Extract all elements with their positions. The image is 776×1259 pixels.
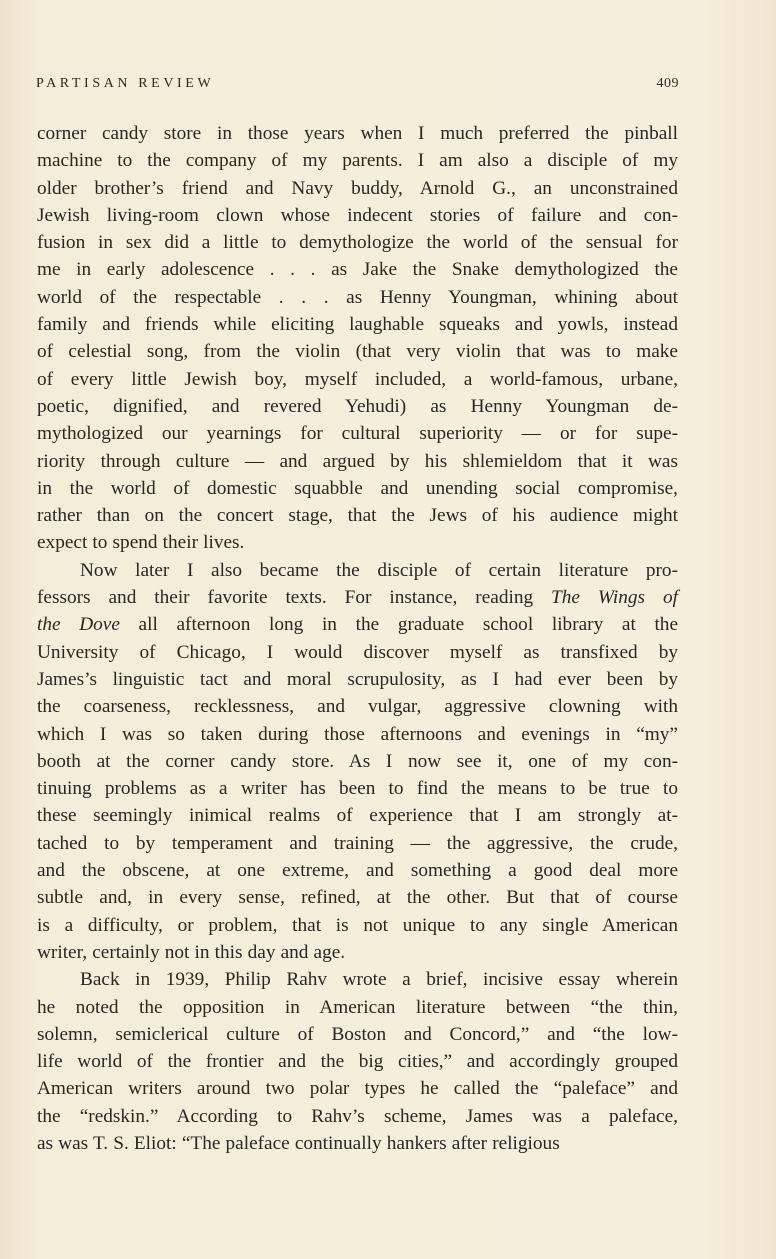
text-line: poetic, dignified, and revered Yehudi) as Henny Youngman de-: [37, 395, 678, 417]
text-line: world of the respectable . . . as Henny Youngman, whining about: [37, 286, 678, 308]
paragraph-2: [37, 557, 678, 966]
text-line: corner candy store in those years when I much preferred the pinball: [37, 123, 678, 144]
text-line: booth at the corner candy store. As I now see it, one of my con-: [37, 750, 678, 772]
text-line: riority through culture — and argued by his shlemieldom that it was: [37, 450, 678, 472]
page-number: 409: [656, 76, 679, 91]
text-line: the coarseness, recklessness, and vulgar, aggressive clowning with: [37, 696, 678, 718]
text-line: in the world of domestic squabble and unending social compromise,: [37, 477, 678, 499]
text-line: tached to by temperament and training — the aggressive, the crude,: [37, 832, 678, 854]
text-line: tinuing problems as a writer has been to find the means to be true to: [37, 778, 678, 800]
text-line: older brother’s friend and Navy buddy, Arnold G., an unconstrained: [37, 177, 678, 199]
text-line: solemn, semiclerical culture of Boston and Concord,” and “the low-: [37, 1023, 678, 1045]
text-line: these seemingly inimical realms of experience that I am strongly at-: [37, 805, 678, 827]
text-line: Back in 1939, Philip Rahv wrote a brief, incisive essay wherein: [80, 969, 678, 991]
running-head: [36, 76, 679, 92]
italic-title: The Wings of: [551, 587, 678, 609]
text-line: Now later I also became the disciple of certain literature pro-: [80, 559, 678, 581]
text-line: writer, certainly not in this day and age.: [37, 941, 346, 963]
text-line: American writers around two polar types he called the “paleface” and: [37, 1078, 678, 1100]
text-line: fessors and their favorite texts. For instance, reading The Wings of: [37, 587, 678, 609]
text-line: University of Chicago, I would discover myself as transfixed by: [37, 641, 678, 663]
text-line: of celestial song, from the violin (that very violin that was to make: [37, 341, 678, 363]
text-line: as was T. S. Eliot: “The paleface continually hankers after religious: [37, 1132, 560, 1154]
text-line: Jewish living-room clown whose indecent stories of failure and con-: [37, 204, 678, 226]
body-text: [37, 120, 678, 1157]
text-line: the Dove all afternoon long in the graduate school library at the: [37, 614, 679, 636]
text-line: which I was so taken during those afternoons and evenings in “my”: [37, 723, 678, 745]
text-line: he noted the opposition in American literature between “the thin,: [37, 996, 678, 1018]
text-line: family and friends while eliciting laughable squeaks and yowls, instead: [37, 314, 678, 336]
paragraph-3: [37, 966, 678, 1157]
paragraph-1: [37, 120, 678, 557]
text-line: is a difficulty, or problem, that is not unique to any single American: [37, 914, 678, 936]
text-line: mythologized our yearnings for cultural superiority — or for supe-: [37, 423, 678, 445]
italic-title: the Dove: [37, 614, 120, 636]
text-line: and the obscene, at one extreme, and something a good deal more: [37, 860, 678, 882]
text-line: fusion in sex did a little to demythologize the world of the sensual for: [37, 232, 678, 254]
text-line: rather than on the concert stage, that the Jews of his audience might: [37, 505, 678, 527]
text-line: James’s linguistic tact and moral scrupulosity, as I had ever been by: [37, 668, 678, 690]
text-line: machine to the company of my parents. I am also a disciple of my: [37, 150, 678, 172]
text-line: of every little Jewish boy, myself included, a world-famous, urbane,: [37, 368, 678, 390]
journal-title: PARTISAN REVIEW: [36, 76, 215, 91]
text-line: expect to spend their lives.: [37, 532, 245, 554]
text-line: life world of the frontier and the big cities,” and accordingly grouped: [37, 1051, 678, 1073]
text-line: me in early adolescence . . . as Jake the Snake demythologized the: [37, 259, 678, 281]
text-line: the “redskin.” According to Rahv’s scheme, James was a paleface,: [37, 1105, 678, 1127]
text-line: subtle and, in every sense, refined, at the other. But that of course: [37, 887, 678, 909]
